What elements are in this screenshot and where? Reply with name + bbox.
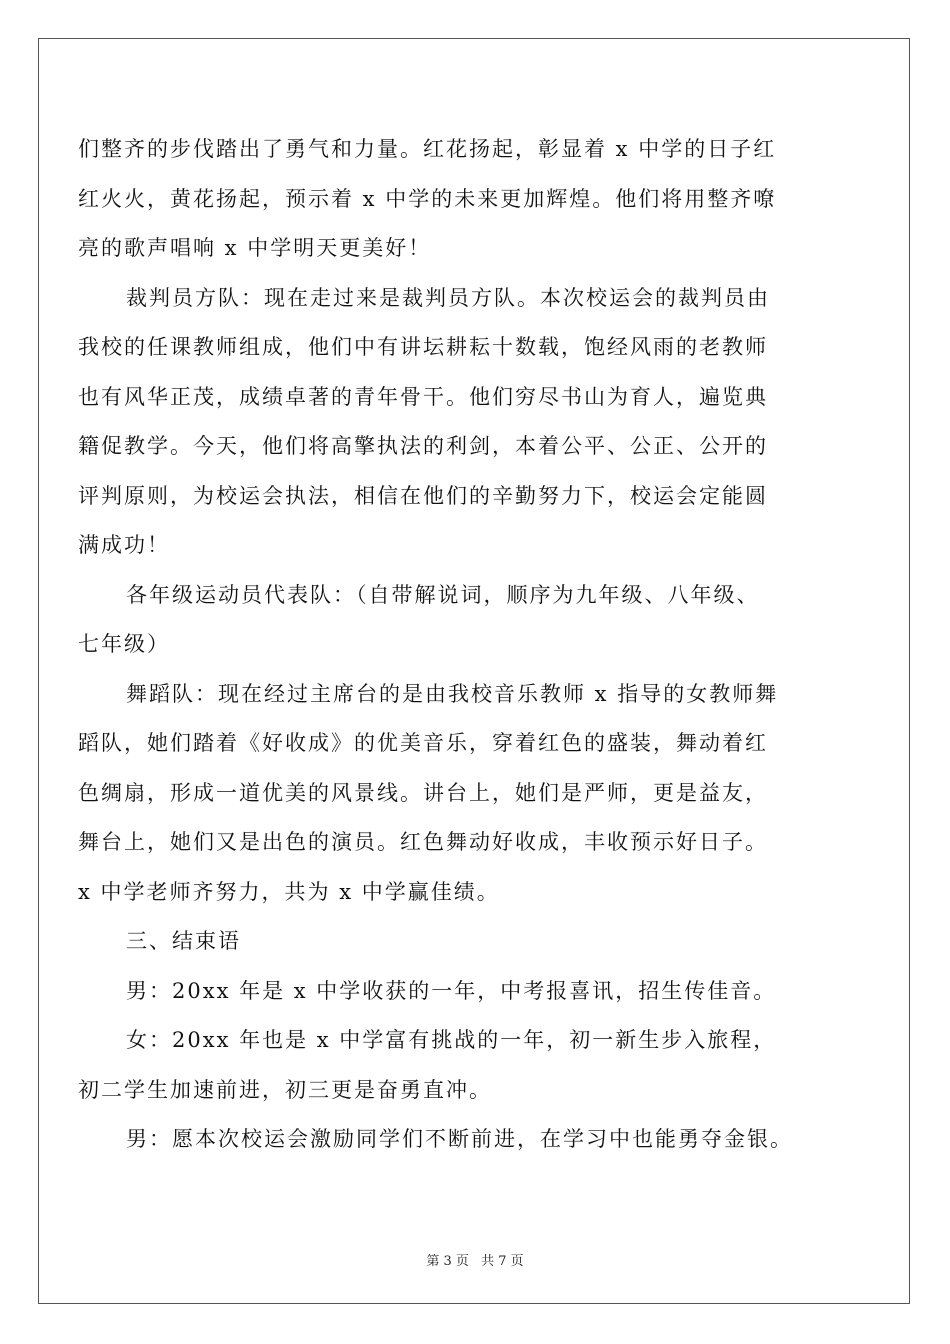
text-line: 籍促教学。今天，他们将高擎执法的利剑，本着公平、公正、公开的 [78,434,768,458]
text-line: 也有风华正茂，成绩卓著的青年骨干。他们穷尽书山为育人，遍览典 [78,384,768,409]
text-line: 七年级） [78,632,170,656]
text-line: 蹈队，她们踏着《好收成》的优美音乐，穿着红色的盛装，舞动着红 [78,731,768,755]
text-line: 女：20xx 年也是 x 中学富有挑战的一年，初一新生步入旅程， [126,1028,777,1052]
text-line: 色绸扇，形成一道优美的风景线。讲台上，她们是严师，更是益友， [78,780,768,805]
paragraph [78,274,798,571]
page-footer [39,1250,911,1269]
paragraph [78,571,798,670]
text-line: 亮的歌声唱响 x 中学明天更美好！ [78,236,432,260]
text-line: 各年级运动员代表队：（自带解说词，顺序为九年级、八年级、 [126,582,760,607]
text-line: 男：20xx 年是 x 中学收获的一年，中考报喜讯，招生传佳音。 [126,978,777,1003]
text-line: 评判原则，为校运会执法，相信在他们的辛勤努力下，校运会定能圆 [78,483,768,508]
paragraph [78,1016,798,1115]
paragraph [78,670,798,918]
text-line: 我校的任课教师组成，他们中有讲坛耕耘十数载，饱经风雨的老教师 [78,335,768,359]
paragraph [78,125,798,274]
text-line: 们整齐的步伐踏出了勇气和力量。红花扬起，彰显着 x 中学的日子红 [78,137,777,161]
paragraph [78,1115,798,1165]
text-line: 三、结束语 [126,929,241,953]
text-line: 红火火，黄花扬起，预示着 x 中学的未来更加辉煌。他们将用整齐嘹 [78,186,777,211]
page-number: 第 3 页 [426,1254,469,1269]
document-body [78,125,798,1165]
text-line: 舞蹈队：现在经过主席台的是由我校音乐教师 x 指导的女教师舞 [126,681,779,706]
section-heading [78,917,798,967]
page-total: 共 7 页 [481,1254,524,1269]
text-line: 满成功！ [78,533,170,557]
text-line: 初二学生加速前进，初三更是奋勇直冲。 [78,1077,492,1102]
paragraph [78,967,798,1017]
text-line: 舞台上，她们又是出色的演员。红色舞动好收成，丰收预示好日子。 [78,830,768,854]
text-line: x 中学老师齐努力，共为 x 中学赢佳绩。 [78,879,500,904]
text-line: 裁判员方队：现在走过来是裁判员方队。本次校运会的裁判员由 [126,285,770,310]
text-line: 男：愿本次校运会激励同学们不断前进，在学习中也能勇夺金银。 [126,1127,793,1151]
